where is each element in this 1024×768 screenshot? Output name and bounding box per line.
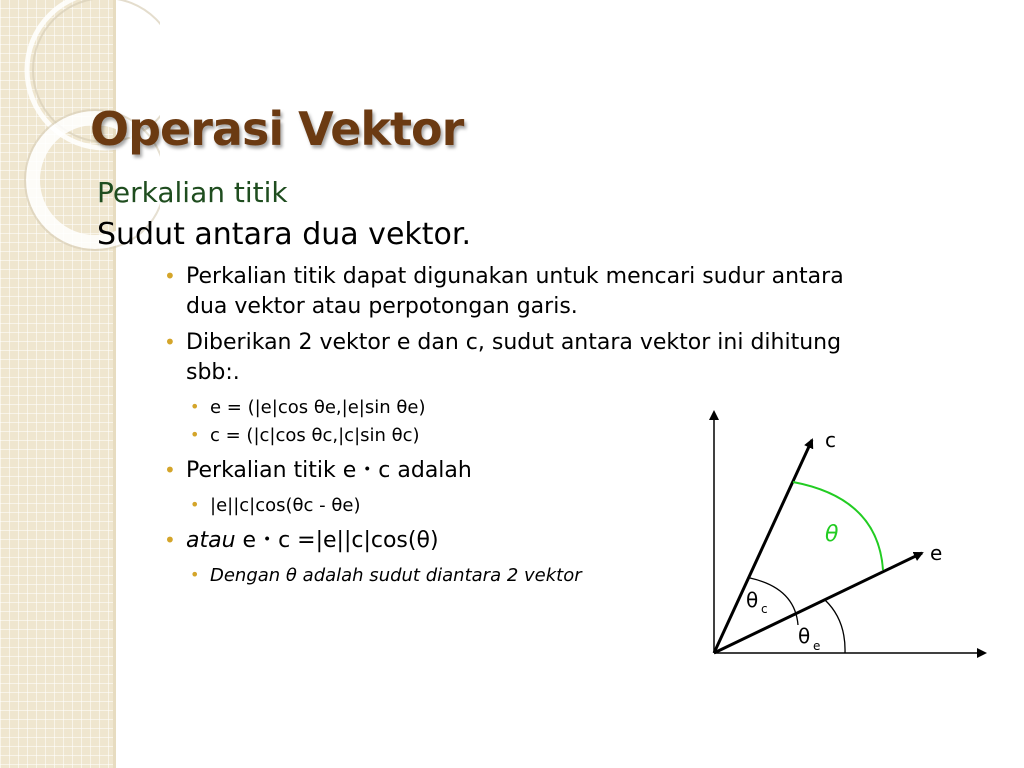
sub-bullet-text: e = (|e|cos θe,|e|sin θe) [210, 397, 426, 418]
label-theta: θ [825, 522, 839, 547]
bullet-dot-icon: • [190, 397, 200, 416]
bullet-dot-icon: • [190, 565, 200, 584]
bullet-text-italic: atau [186, 528, 236, 553]
bullet-dot-icon: • [164, 330, 176, 354]
slide-heading: Sudut antara dua vektor. [97, 217, 472, 252]
bullet-text: Diberikan 2 vektor e dan c, sudut antara vektor ini dihitung sbb:. [186, 330, 842, 385]
bullet-dot-icon: • [164, 458, 176, 482]
slide-title: Operasi Vektor [90, 102, 464, 156]
angle-diagram [700, 400, 1000, 665]
bullet-item [160, 262, 860, 322]
bullet-item [160, 328, 860, 388]
bullet-text: e・c =|e||c|cos(θ) [235, 528, 439, 553]
label-theta-c-sub: c [761, 602, 768, 616]
sub-bullet-text: c = (|c|cos θc,|c|sin θc) [210, 425, 420, 446]
bullet-dot-icon: • [190, 425, 200, 444]
label-theta-e-sub: e [813, 639, 821, 653]
label-c: c [825, 428, 836, 452]
sub-bullet-text: Dengan θ adalah sudut diantara 2 vektor [210, 565, 582, 586]
bullet-text: Perkalian titik e・c adalah [186, 458, 472, 483]
label-theta-e: θ [798, 624, 811, 648]
bullet-dot-icon: • [164, 264, 176, 288]
slide-subtitle: Perkalian titik [97, 176, 288, 209]
bullet-dot-icon: • [190, 495, 200, 514]
sub-bullet-text: |e||c|cos(θc - θe) [210, 495, 361, 516]
label-theta-c: θ [746, 588, 759, 612]
bullet-text: Perkalian titik dapat digunakan untuk mencari sudur antara dua vektor atau perpotongan garis. [186, 264, 844, 319]
bullet-dot-icon: • [164, 528, 176, 552]
label-e: e [930, 541, 943, 565]
theta-e-arc [825, 600, 845, 653]
